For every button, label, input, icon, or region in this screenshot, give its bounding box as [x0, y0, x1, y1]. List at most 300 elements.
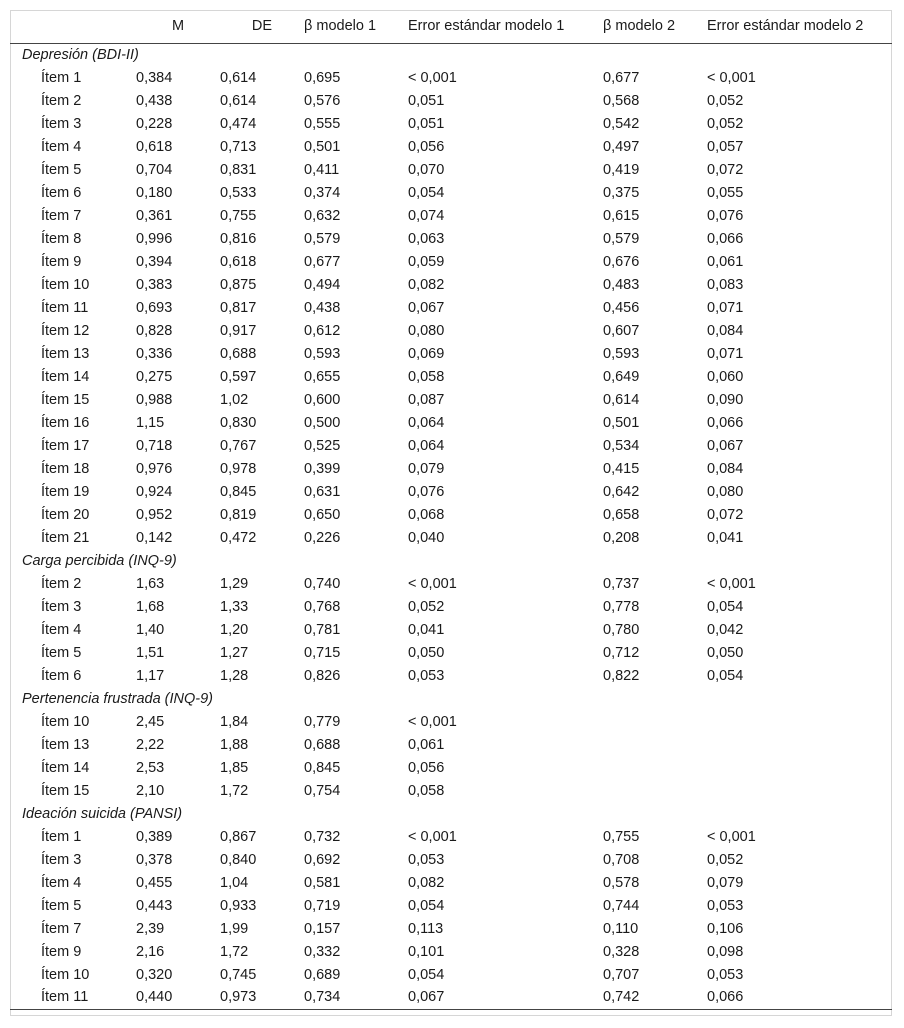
cell-se-1: 0,101 [408, 943, 445, 960]
cell-item: Ítem 7 [41, 920, 82, 937]
table-row [10, 641, 892, 664]
cell-beta-1: 0,631 [304, 483, 341, 500]
table-row [10, 825, 892, 848]
cell-se-2: < 0,001 [707, 575, 756, 592]
table-row [10, 434, 892, 457]
cell-se-1: < 0,001 [408, 713, 457, 730]
cell-se-2: 0,055 [707, 184, 744, 201]
cell-se-2: 0,083 [707, 276, 744, 293]
cell-beta-1: 0,438 [304, 299, 341, 316]
cell-de: 1,99 [220, 920, 249, 937]
cell-se-1: 0,058 [408, 782, 445, 799]
cell-de: 1,04 [220, 874, 249, 891]
cell-m: 0,275 [136, 368, 173, 385]
cell-item: Ítem 8 [41, 230, 82, 247]
cell-se-2: 0,053 [707, 897, 744, 914]
table-row [10, 250, 892, 273]
cell-se-2: 0,072 [707, 161, 744, 178]
cell-item: Ítem 6 [41, 667, 82, 684]
cell-se-1: 0,069 [408, 345, 445, 362]
header-cell-beta-2: β modelo 2 [603, 10, 707, 43]
cell-de: 0,767 [220, 437, 257, 454]
cell-item: Ítem 1 [41, 69, 82, 86]
cell-m: 0,389 [136, 828, 173, 845]
cell-de: 0,845 [220, 483, 257, 500]
header-cell-se-2: Error estándar modelo 2 [707, 10, 892, 43]
cell-se-2: 0,052 [707, 851, 744, 868]
cell-de: 0,618 [220, 253, 257, 270]
cell-de: 0,819 [220, 506, 257, 523]
cell-item: Ítem 6 [41, 184, 82, 201]
cell-de: 1,85 [220, 759, 249, 776]
cell-se-1: 0,068 [408, 506, 445, 523]
table-row [10, 135, 892, 158]
cell-se-1: 0,053 [408, 667, 445, 684]
cell-de: 0,688 [220, 345, 257, 362]
cell-beta-1: 0,579 [304, 230, 341, 247]
cell-beta-2: 0,778 [603, 598, 640, 615]
cell-se-2: 0,060 [707, 368, 744, 385]
cell-se-2: 0,071 [707, 345, 744, 362]
cell-item: Ítem 13 [41, 736, 90, 753]
cell-se-1: 0,051 [408, 92, 445, 109]
cell-de: 0,817 [220, 299, 257, 316]
cell-item: Ítem 2 [41, 575, 82, 592]
cell-m: 0,142 [136, 529, 173, 546]
cell-se-2: 0,079 [707, 874, 744, 891]
cell-m: 0,336 [136, 345, 173, 362]
cell-m: 0,828 [136, 322, 173, 339]
cell-de: 0,917 [220, 322, 257, 339]
cell-item: Ítem 21 [41, 529, 90, 546]
cell-se-2 [707, 756, 892, 779]
table-row [10, 572, 892, 595]
cell-beta-1: 0,732 [304, 828, 341, 845]
section-row [10, 549, 892, 572]
cell-beta-2: 0,642 [603, 483, 640, 500]
cell-de: 1,28 [220, 667, 249, 684]
table-row [10, 204, 892, 227]
cell-se-2 [707, 779, 892, 802]
cell-m: 0,455 [136, 874, 173, 891]
cell-beta-2: 0,579 [603, 230, 640, 247]
cell-beta-2: 0,649 [603, 368, 640, 385]
cell-se-1: < 0,001 [408, 69, 457, 86]
cell-de: 0,973 [220, 986, 304, 1009]
cell-beta-1: 0,612 [304, 322, 341, 339]
cell-beta-1: 0,332 [304, 943, 341, 960]
table-row [10, 112, 892, 135]
cell-beta-1: 0,525 [304, 437, 341, 454]
section-row [10, 687, 892, 710]
table-row [10, 89, 892, 112]
cell-item: Ítem 4 [41, 138, 82, 155]
table-row [10, 296, 892, 319]
cell-de: 0,875 [220, 276, 257, 293]
cell-beta-2: 0,110 [603, 920, 639, 937]
cell-de: 0,597 [220, 368, 257, 385]
cell-m: 0,384 [136, 69, 173, 86]
cell-m: 0,440 [136, 986, 220, 1009]
cell-beta-1: 0,632 [304, 207, 341, 224]
cell-beta-2 [603, 756, 707, 779]
table-row [10, 181, 892, 204]
cell-beta-2 [603, 710, 707, 733]
table-row [10, 733, 892, 756]
cell-se-2: 0,066 [707, 986, 892, 1009]
table-row [10, 986, 892, 1009]
cell-de: 0,745 [220, 966, 257, 983]
cell-m: 0,378 [136, 851, 173, 868]
table-row [10, 158, 892, 181]
cell-m: 0,438 [136, 92, 173, 109]
cell-beta-2: 0,615 [603, 207, 640, 224]
cell-beta-2: 0,415 [603, 460, 640, 477]
cell-item: Ítem 11 [41, 299, 89, 316]
cell-beta-2: 0,534 [603, 437, 640, 454]
cell-de: 0,830 [220, 414, 257, 431]
cell-item: Ítem 9 [41, 253, 82, 270]
cell-m: 0,383 [136, 276, 173, 293]
header-cell-m: M [136, 10, 220, 43]
table-row [10, 595, 892, 618]
cell-beta-1: 0,600 [304, 391, 341, 408]
cell-beta-1: 0,581 [304, 874, 341, 891]
cell-de: 0,840 [220, 851, 257, 868]
cell-beta-2: 0,483 [603, 276, 640, 293]
cell-beta-1: 0,768 [304, 598, 341, 615]
cell-item: Ítem 10 [41, 713, 90, 730]
cell-beta-1: 0,719 [304, 897, 341, 914]
cell-beta-1: 0,655 [304, 368, 341, 385]
cell-beta-2: 0,708 [603, 851, 640, 868]
cell-beta-1: 0,740 [304, 575, 341, 592]
cell-item: Ítem 3 [41, 598, 82, 615]
cell-se-2: 0,072 [707, 506, 744, 523]
cell-m: 1,51 [136, 644, 165, 661]
cell-se-2: 0,041 [707, 529, 744, 546]
cell-se-1: 0,056 [408, 138, 445, 155]
cell-se-2: 0,090 [707, 391, 744, 408]
cell-item: Ítem 14 [41, 759, 90, 776]
cell-beta-2: 0,744 [603, 897, 640, 914]
cell-beta-1: 0,500 [304, 414, 341, 431]
cell-beta-1: 0,576 [304, 92, 341, 109]
cell-se-2: 0,084 [707, 322, 744, 339]
cell-se-1: 0,080 [408, 322, 445, 339]
header-cell-beta-1: β modelo 1 [304, 10, 408, 43]
cell-beta-2: 0,578 [603, 874, 640, 891]
cell-de: 0,614 [220, 92, 257, 109]
cell-de: 0,533 [220, 184, 257, 201]
cell-de: 1,33 [220, 598, 249, 615]
cell-de: 1,84 [220, 713, 249, 730]
cell-item: Ítem 5 [41, 161, 82, 178]
cell-beta-1: 0,157 [304, 920, 341, 937]
cell-se-1: 0,050 [408, 644, 445, 661]
cell-item: Ítem 11 [10, 986, 136, 1009]
cell-beta-2: 0,658 [603, 506, 640, 523]
cell-se-2: 0,054 [707, 598, 744, 615]
table-body [10, 43, 892, 1009]
cell-m: 0,394 [136, 253, 173, 270]
cell-beta-1: 0,715 [304, 644, 341, 661]
cell-se-1: 0,061 [408, 736, 445, 753]
section-title: Pertenencia frustrada (INQ-9) [22, 690, 213, 707]
cell-m: 2,10 [136, 782, 165, 799]
cell-se-2: 0,106 [707, 920, 744, 937]
cell-m: 0,718 [136, 437, 173, 454]
cell-se-2: 0,098 [707, 943, 744, 960]
cell-item: Ítem 9 [41, 943, 82, 960]
cell-se-1: < 0,001 [408, 575, 457, 592]
table-row [10, 66, 892, 89]
cell-item: Ítem 14 [41, 368, 90, 385]
cell-beta-2: 0,419 [603, 161, 640, 178]
table-row [10, 388, 892, 411]
cell-se-2 [707, 710, 892, 733]
cell-m: 0,361 [136, 207, 173, 224]
cell-item: Ítem 20 [41, 506, 90, 523]
table-row [10, 480, 892, 503]
header-row [10, 10, 892, 43]
cell-se-1: 0,054 [408, 897, 445, 914]
cell-se-2: 0,042 [707, 621, 744, 638]
table-row [10, 848, 892, 871]
cell-se-1: 0,082 [408, 276, 445, 293]
cell-se-1: 0,041 [408, 621, 445, 638]
cell-m: 0,320 [136, 966, 173, 983]
cell-beta-1: 0,689 [304, 966, 341, 983]
cell-se-1: 0,067 [408, 299, 445, 316]
cell-de: 0,978 [220, 460, 257, 477]
cell-beta-1: 0,779 [304, 713, 341, 730]
cell-beta-1: 0,593 [304, 345, 341, 362]
cell-beta-1: 0,650 [304, 506, 341, 523]
cell-m: 0,693 [136, 299, 173, 316]
cell-se-1: 0,056 [408, 759, 445, 776]
cell-m: 1,15 [136, 414, 165, 431]
cell-beta-1: 0,374 [304, 184, 341, 201]
cell-se-1: 0,054 [408, 966, 445, 983]
cell-beta-1: 0,226 [304, 529, 341, 546]
table-row [10, 940, 892, 963]
cell-beta-1: 0,692 [304, 851, 341, 868]
section-title: Depresión (BDI-II) [22, 46, 139, 63]
table-row [10, 526, 892, 549]
cell-beta-2: 0,568 [603, 92, 640, 109]
cell-se-2: 0,052 [707, 115, 744, 132]
cell-m: 2,39 [136, 920, 165, 937]
cell-beta-2: 0,742 [603, 986, 707, 1009]
cell-beta-2: 0,375 [603, 184, 640, 201]
table-row [10, 319, 892, 342]
cell-beta-1: 0,677 [304, 253, 341, 270]
cell-se-2: 0,057 [707, 138, 744, 155]
section-row [10, 43, 892, 66]
cell-beta-2: 0,614 [603, 391, 640, 408]
cell-m: 1,68 [136, 598, 165, 615]
cell-se-1: 0,113 [408, 920, 444, 937]
section-title: Carga percibida (INQ-9) [22, 552, 177, 569]
cell-se-1: 0,087 [408, 391, 445, 408]
cell-se-1: 0,054 [408, 184, 445, 201]
cell-se-1: 0,053 [408, 851, 445, 868]
table-row [10, 503, 892, 526]
cell-beta-2: 0,328 [603, 943, 640, 960]
table-row [10, 756, 892, 779]
cell-se-2: 0,076 [707, 207, 744, 224]
cell-de: 0,614 [220, 69, 257, 86]
cell-m: 2,22 [136, 736, 165, 753]
cell-beta-1: 0,734 [304, 986, 408, 1009]
table-row [10, 342, 892, 365]
cell-m: 0,976 [136, 460, 173, 477]
cell-se-2: 0,067 [707, 437, 744, 454]
cell-item: Ítem 13 [41, 345, 90, 362]
cell-beta-2: 0,755 [603, 828, 640, 845]
cell-m: 1,17 [136, 667, 165, 684]
cell-se-1: 0,076 [408, 483, 445, 500]
cell-beta-2 [603, 779, 707, 802]
cell-beta-1: 0,826 [304, 667, 341, 684]
cell-beta-2: 0,542 [603, 115, 640, 132]
cell-de: 1,20 [220, 621, 249, 638]
table-row [10, 894, 892, 917]
cell-item: Ítem 3 [41, 851, 82, 868]
cell-m: 0,228 [136, 115, 173, 132]
cell-de: 0,713 [220, 138, 257, 155]
cell-m: 0,180 [136, 184, 173, 201]
results-table [10, 10, 892, 1010]
cell-beta-2: 0,208 [603, 529, 640, 546]
cell-se-2: 0,050 [707, 644, 744, 661]
cell-se-2: 0,052 [707, 92, 744, 109]
cell-de: 1,72 [220, 943, 249, 960]
cell-item: Ítem 12 [41, 322, 90, 339]
cell-de: 1,29 [220, 575, 249, 592]
cell-beta-2: 0,593 [603, 345, 640, 362]
table-row [10, 871, 892, 894]
cell-beta-1: 0,501 [304, 138, 341, 155]
cell-item: Ítem 16 [41, 414, 90, 431]
cell-se-2: 0,061 [707, 253, 744, 270]
cell-de: 0,933 [220, 897, 257, 914]
cell-se-1: 0,070 [408, 161, 445, 178]
cell-item: Ítem 4 [41, 874, 82, 891]
cell-se-1: 0,051 [408, 115, 445, 132]
table-row [10, 457, 892, 480]
cell-beta-2: 0,780 [603, 621, 640, 638]
header-cell-de: DE [220, 10, 304, 43]
cell-item: Ítem 4 [41, 621, 82, 638]
cell-se-1: 0,074 [408, 207, 445, 224]
cell-se-2: < 0,001 [707, 69, 756, 86]
cell-m: 0,996 [136, 230, 173, 247]
cell-de: 0,816 [220, 230, 257, 247]
cell-de: 0,474 [220, 115, 257, 132]
cell-beta-1: 0,781 [304, 621, 341, 638]
table-row [10, 664, 892, 687]
cell-se-2: 0,066 [707, 230, 744, 247]
table-row [10, 710, 892, 733]
cell-m: 1,63 [136, 575, 165, 592]
cell-se-2: 0,084 [707, 460, 744, 477]
cell-se-2: 0,071 [707, 299, 744, 316]
cell-m: 0,952 [136, 506, 173, 523]
cell-beta-2: 0,707 [603, 966, 640, 983]
cell-item: Ítem 15 [41, 782, 90, 799]
cell-se-2: 0,066 [707, 414, 744, 431]
cell-se-2 [707, 733, 892, 756]
section-row [10, 802, 892, 825]
cell-beta-2: 0,737 [603, 575, 640, 592]
table-row [10, 917, 892, 940]
cell-m: 0,443 [136, 897, 173, 914]
cell-se-1: 0,064 [408, 414, 445, 431]
cell-item: Ítem 17 [41, 437, 90, 454]
cell-m: 0,924 [136, 483, 173, 500]
cell-de: 1,88 [220, 736, 249, 753]
table-row [10, 273, 892, 296]
cell-se-1: 0,052 [408, 598, 445, 615]
cell-item: Ítem 18 [41, 460, 90, 477]
cell-se-1: 0,067 [408, 986, 603, 1009]
header-cell-se-1: Error estándar modelo 1 [408, 10, 603, 43]
table-row [10, 411, 892, 434]
cell-item: Ítem 7 [41, 207, 82, 224]
cell-beta-2: 0,497 [603, 138, 640, 155]
cell-beta-1: 0,688 [304, 736, 341, 753]
cell-m: 0,704 [136, 161, 173, 178]
cell-item: Ítem 19 [41, 483, 90, 500]
cell-beta-1: 0,411 [304, 161, 340, 178]
cell-item: Ítem 5 [41, 897, 82, 914]
cell-se-1: < 0,001 [408, 828, 457, 845]
cell-beta-2: 0,676 [603, 253, 640, 270]
cell-beta-1: 0,754 [304, 782, 341, 799]
table-row [10, 365, 892, 388]
cell-beta-2 [603, 733, 707, 756]
cell-se-1: 0,063 [408, 230, 445, 247]
cell-de: 0,831 [220, 161, 257, 178]
table-row [10, 963, 892, 986]
cell-se-1: 0,064 [408, 437, 445, 454]
cell-se-1: 0,079 [408, 460, 445, 477]
cell-de: 0,755 [220, 207, 257, 224]
cell-beta-1: 0,399 [304, 460, 341, 477]
cell-beta-1: 0,555 [304, 115, 341, 132]
cell-beta-2: 0,607 [603, 322, 640, 339]
cell-se-1: 0,059 [408, 253, 445, 270]
cell-item: Ítem 15 [41, 391, 90, 408]
cell-m: 2,16 [136, 943, 165, 960]
cell-item: Ítem 10 [41, 966, 90, 983]
cell-se-1: 0,058 [408, 368, 445, 385]
section-title: Ideación suicida (PANSI) [22, 805, 183, 822]
table-row [10, 779, 892, 802]
cell-m: 2,53 [136, 759, 165, 776]
cell-item: Ítem 2 [41, 92, 82, 109]
cell-beta-2: 0,822 [603, 667, 640, 684]
cell-se-1: 0,040 [408, 529, 445, 546]
cell-item: Ítem 1 [41, 828, 82, 845]
cell-m: 2,45 [136, 713, 165, 730]
cell-de: 1,72 [220, 782, 249, 799]
table-row [10, 227, 892, 250]
cell-beta-2: 0,712 [603, 644, 640, 661]
cell-de: 1,27 [220, 644, 249, 661]
